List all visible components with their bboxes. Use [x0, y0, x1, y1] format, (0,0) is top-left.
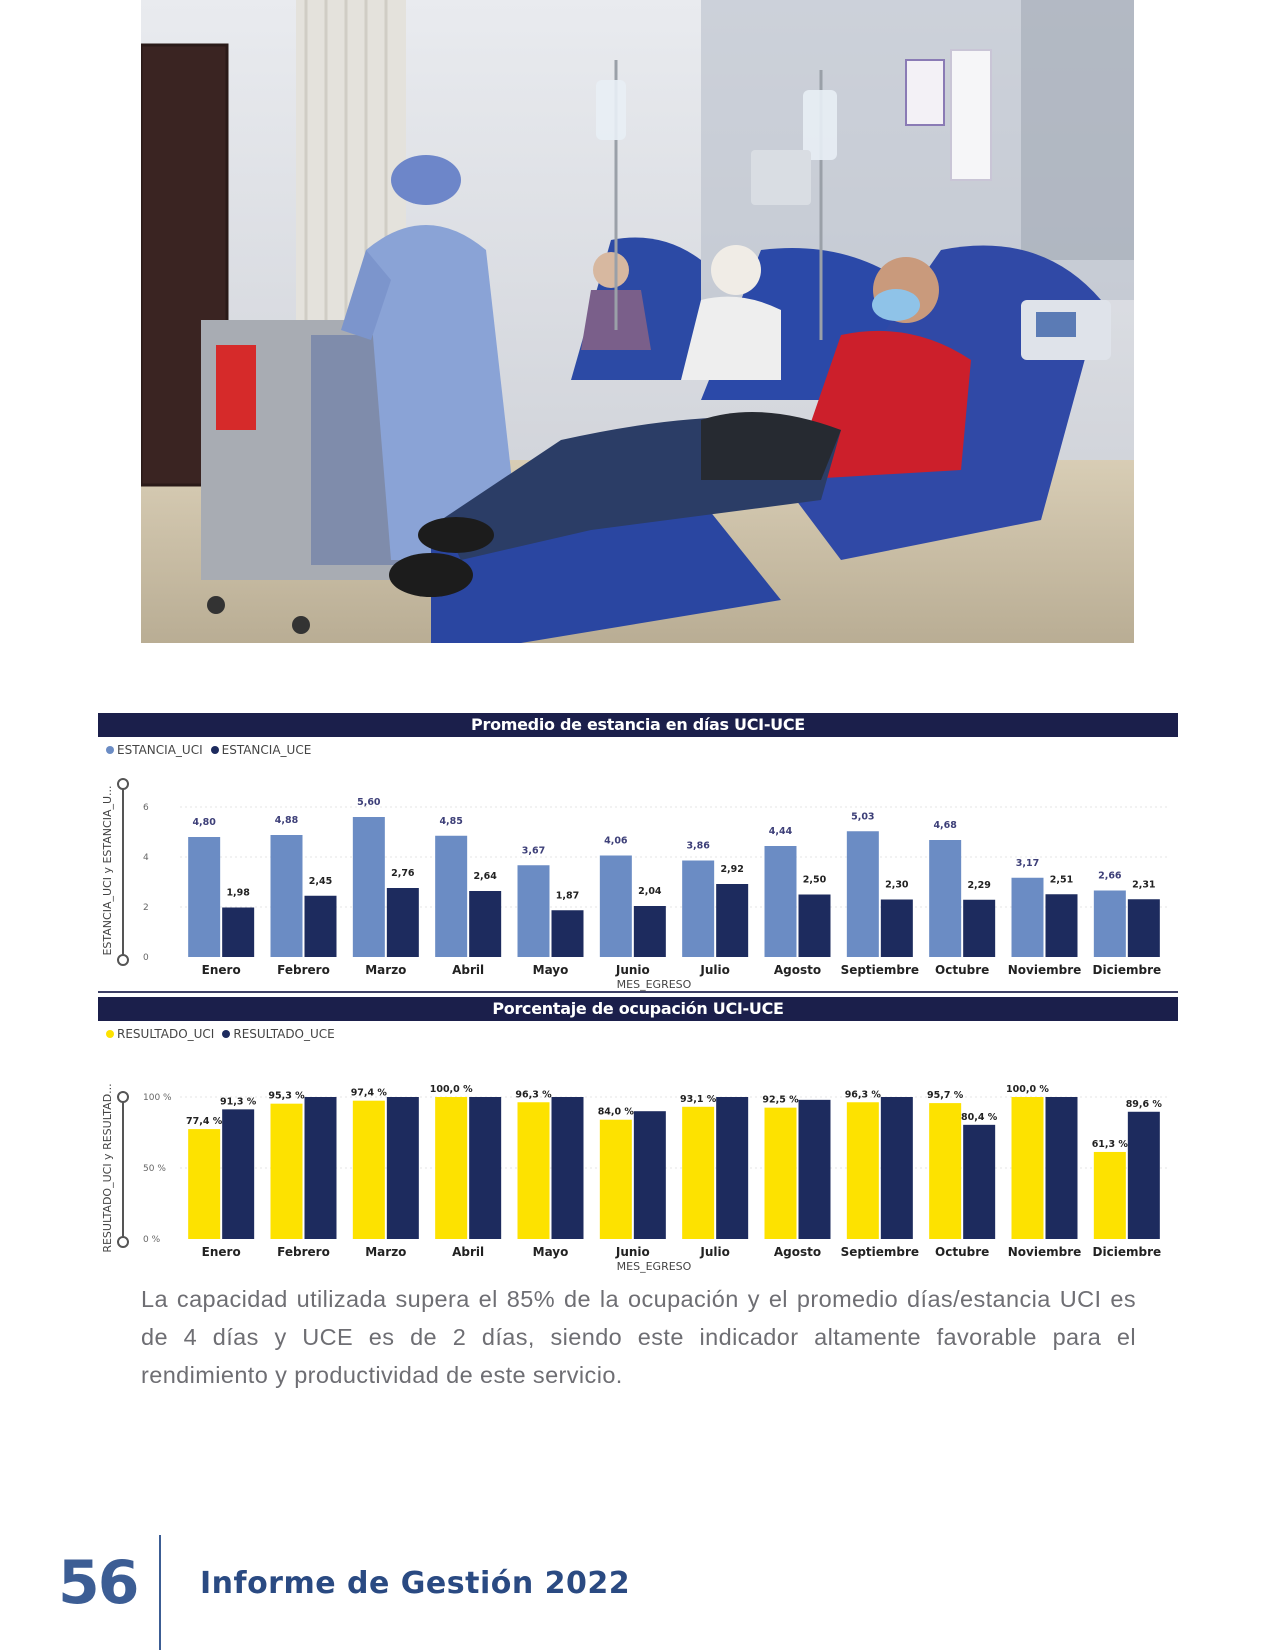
data-label: 96,3 % [844, 1089, 881, 1101]
chart-ocupacion-panel [98, 997, 1178, 1277]
x-tick-label: Febrero [277, 963, 330, 977]
bar-resultado-uci [600, 1120, 632, 1239]
legend-dot-icon [106, 746, 114, 754]
x-tick-label: Agosto [773, 963, 822, 977]
data-label: 2,64 [473, 871, 497, 882]
data-label: 2,92 [720, 864, 744, 875]
data-label: 1,98 [226, 887, 250, 899]
legend-item-estancia-uce[interactable] [211, 743, 312, 757]
bar-estancia-uci [435, 836, 467, 957]
y-tick-label: 50 % [143, 1164, 166, 1174]
x-tick-label: Abril [452, 963, 485, 977]
legend-label: RESULTADO_UCI [117, 1027, 215, 1041]
bar-estancia-uce [469, 891, 501, 957]
bar-estancia-uce [387, 888, 419, 957]
data-label: 2,66 [1098, 870, 1122, 882]
y-tick-label: 4 [143, 853, 149, 863]
bar-resultado-uce [469, 1097, 501, 1239]
data-label: 89,6 % [1125, 1098, 1162, 1110]
data-label: 91,3 % [220, 1096, 257, 1108]
bar-resultado-uce [799, 1100, 831, 1239]
data-label: 5,03 [851, 811, 875, 823]
bar-estancia-uce [305, 896, 337, 957]
bar-resultado-uci [682, 1107, 714, 1239]
bar-estancia-uci [600, 856, 632, 958]
x-tick-label: Noviembre [1007, 1245, 1082, 1259]
legend-item-estancia-uci[interactable] [106, 743, 203, 757]
x-tick-label: Julio [700, 963, 730, 977]
bar-resultado-uce [1128, 1112, 1160, 1239]
chart-estancia-title: Promedio de estancia en días UCI-UCE [98, 713, 1178, 737]
y-tick-label: 2 [143, 903, 149, 913]
bar-estancia-uce [1128, 899, 1160, 957]
y-axis-title: ESTANCIA_UCI y ESTANCIA_U... [101, 785, 114, 956]
bar-resultado-uce [387, 1097, 419, 1239]
x-tick-label: Enero [201, 963, 241, 977]
data-label: 4,80 [192, 817, 216, 828]
x-tick-label: Febrero [277, 1245, 330, 1259]
axis-slider-handle-top [118, 1092, 128, 1102]
legend-dot-icon [222, 1030, 230, 1038]
x-tick-label: Septiembre [840, 1245, 920, 1259]
data-label: 95,7 % [927, 1090, 964, 1102]
hospital-photo-illustration [141, 0, 1134, 643]
bar-resultado-uci [353, 1101, 385, 1239]
bar-estancia-uci [188, 837, 220, 957]
data-label: 4,44 [768, 826, 793, 837]
x-tick-label: Agosto [773, 1245, 822, 1259]
data-label: 2,31 [1132, 879, 1156, 891]
data-label: 96,3 % [515, 1089, 552, 1101]
bar-resultado-uci [188, 1129, 220, 1239]
bar-estancia-uce [963, 900, 995, 957]
x-axis-title: MES_EGRESO [616, 1260, 692, 1273]
summary-paragraph: La capacidad utilizada supera el 85% de la ocupación y el promedio días/estancia UCI es de 4 días y UCE es de 2 días, siendo este indicador altamente favorable para el rendimiento y productividad de este servicio. [141, 1286, 1136, 1388]
bar-estancia-uci [271, 835, 303, 957]
chart-divider [98, 991, 1178, 993]
data-label: 5,60 [357, 797, 381, 808]
bar-estancia-uce [634, 906, 666, 957]
bar-estancia-uce [799, 895, 831, 958]
axis-slider-handle-top [118, 779, 128, 789]
x-tick-label: Octubre [935, 963, 990, 977]
chart-ocupacion-title: Porcentaje de ocupación UCI-UCE [98, 997, 1178, 1021]
bar-resultado-uci [1012, 1097, 1044, 1239]
x-tick-label: Abril [452, 1245, 485, 1259]
hospital-photo [141, 0, 1134, 643]
bar-estancia-uci [765, 846, 797, 957]
data-label: 84,0 % [597, 1106, 634, 1118]
axis-slider-handle-bottom [118, 1237, 128, 1247]
data-label: 2,29 [967, 879, 991, 891]
data-label: 61,3 % [1091, 1138, 1128, 1150]
bar-resultado-uci [518, 1102, 550, 1239]
data-label: 3,17 [1015, 857, 1040, 869]
data-label: 3,86 [686, 840, 710, 852]
y-tick-label: 0 [143, 953, 149, 963]
axis-slider-handle-bottom [118, 955, 128, 965]
bar-estancia-uci [518, 865, 550, 957]
bar-resultado-uci [271, 1104, 303, 1239]
legend-dot-icon [106, 1030, 114, 1038]
data-label: 2,76 [391, 868, 415, 879]
x-tick-label: Mayo [532, 1245, 569, 1259]
data-label: 2,50 [802, 874, 827, 886]
bar-resultado-uce [634, 1111, 666, 1239]
legend-label: ESTANCIA_UCE [221, 743, 312, 757]
legend-label: ESTANCIA_UCI [117, 743, 203, 757]
data-label: 97,4 % [350, 1087, 387, 1099]
data-label: 80,4 % [961, 1111, 998, 1123]
data-label: 2,04 [638, 886, 662, 897]
bar-estancia-uci [1094, 891, 1126, 958]
data-label: 4,88 [274, 815, 299, 826]
x-tick-label: Junio [615, 1245, 650, 1259]
legend-item-resultado-uce[interactable] [222, 1027, 334, 1041]
x-tick-label: Diciembre [1092, 1245, 1162, 1259]
legend-item-resultado-uci[interactable] [106, 1027, 214, 1041]
chart-ocupacion-plot [98, 1047, 1178, 1277]
legend-label: RESULTADO_UCE [233, 1027, 335, 1041]
bar-resultado-uci [929, 1103, 961, 1239]
x-tick-label: Marzo [365, 963, 407, 977]
x-tick-label: Julio [700, 1245, 730, 1259]
bar-estancia-uci [353, 817, 385, 957]
x-tick-label: Noviembre [1007, 963, 1082, 977]
x-tick-label: Marzo [365, 1245, 407, 1259]
x-tick-label: Octubre [935, 1245, 990, 1259]
data-label: 4,06 [604, 835, 628, 847]
y-axis-title: RESULTADO_UCI y RESULTAD... [101, 1083, 114, 1253]
bar-estancia-uce [881, 900, 913, 958]
bar-resultado-uci [1094, 1152, 1126, 1239]
footer-rule [159, 1535, 161, 1650]
chart-estancia-legend [98, 737, 1178, 763]
bar-estancia-uce [552, 910, 584, 957]
bar-estancia-uci [1012, 878, 1044, 957]
chart-ocupacion-legend [98, 1021, 1178, 1047]
data-label: 2,30 [885, 879, 909, 891]
bar-estancia-uci [682, 861, 714, 958]
bar-resultado-uce [552, 1097, 584, 1239]
bar-resultado-uci [765, 1108, 797, 1239]
x-tick-label: Enero [201, 1245, 241, 1259]
data-label: 4,68 [933, 820, 957, 831]
bar-resultado-uce [963, 1125, 995, 1239]
data-label: 100,0 % [429, 1084, 473, 1095]
data-label: 3,67 [521, 845, 546, 857]
data-label: 2,45 [308, 875, 333, 887]
data-label: 1,87 [555, 890, 580, 902]
data-label: 2,51 [1049, 874, 1074, 886]
bar-estancia-uci [847, 831, 879, 957]
data-label: 95,3 % [268, 1090, 305, 1102]
bar-estancia-uce [716, 884, 748, 957]
x-tick-label: Junio [615, 963, 650, 977]
chart-estancia-panel [98, 713, 1178, 993]
data-label: 4,85 [439, 815, 463, 827]
bar-estancia-uci [929, 840, 961, 957]
bar-resultado-uce [1046, 1097, 1078, 1239]
bar-resultado-uce [222, 1109, 254, 1239]
bar-resultado-uci [435, 1097, 467, 1239]
x-tick-label: Diciembre [1092, 963, 1162, 977]
page-number: 56 [58, 1548, 138, 1618]
data-label: 100,0 % [1006, 1084, 1049, 1095]
x-tick-label: Septiembre [840, 963, 920, 977]
bar-resultado-uci [847, 1102, 879, 1239]
chart-estancia-plot [98, 763, 1178, 993]
data-label: 93,1 % [680, 1093, 717, 1105]
bar-resultado-uce [881, 1097, 913, 1239]
y-tick-label: 100 % [143, 1093, 172, 1103]
data-label: 77,4 % [186, 1116, 223, 1128]
legend-dot-icon [211, 746, 219, 754]
data-label: 92,5 % [762, 1094, 799, 1106]
x-axis-title: MES_EGRESO [616, 978, 692, 991]
bar-resultado-uce [716, 1097, 748, 1239]
y-tick-label: 0 % [143, 1235, 161, 1245]
footer-title: Informe de Gestión 2022 [200, 1566, 631, 1601]
x-tick-label: Mayo [532, 963, 569, 977]
y-tick-label: 6 [143, 803, 149, 813]
bar-resultado-uce [305, 1097, 337, 1239]
bar-estancia-uce [1046, 894, 1078, 957]
bar-estancia-uce [222, 908, 254, 958]
